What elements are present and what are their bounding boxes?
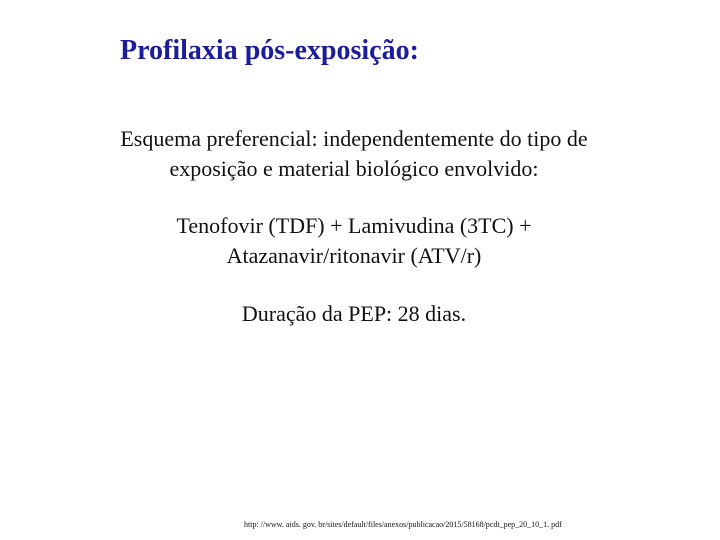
drug-regimen (0, 211, 714, 271)
scheme-description (0, 124, 714, 184)
drug-regimen-line-2: Atazanavir/ritonavir (ATV/r) (226, 243, 482, 268)
scheme-line-2: exposição e material biológico envolvido: (169, 156, 539, 181)
source-url: http: //www. aids. gov. br/sites/default/files/anexos/publicacao/2015/58168/pcdt_pep_20_10_1. pdf (244, 520, 562, 529)
slide-title: Profilaxia pós-exposição: (120, 35, 419, 66)
pep-duration: Duração da PEP: 28 dias. (241, 301, 467, 326)
scheme-line-1: Esquema preferencial: independentemente do tipo de (120, 126, 588, 151)
drug-regimen-line-1: Tenofovir (TDF) + Lamivudina (3TC) + (176, 213, 532, 238)
